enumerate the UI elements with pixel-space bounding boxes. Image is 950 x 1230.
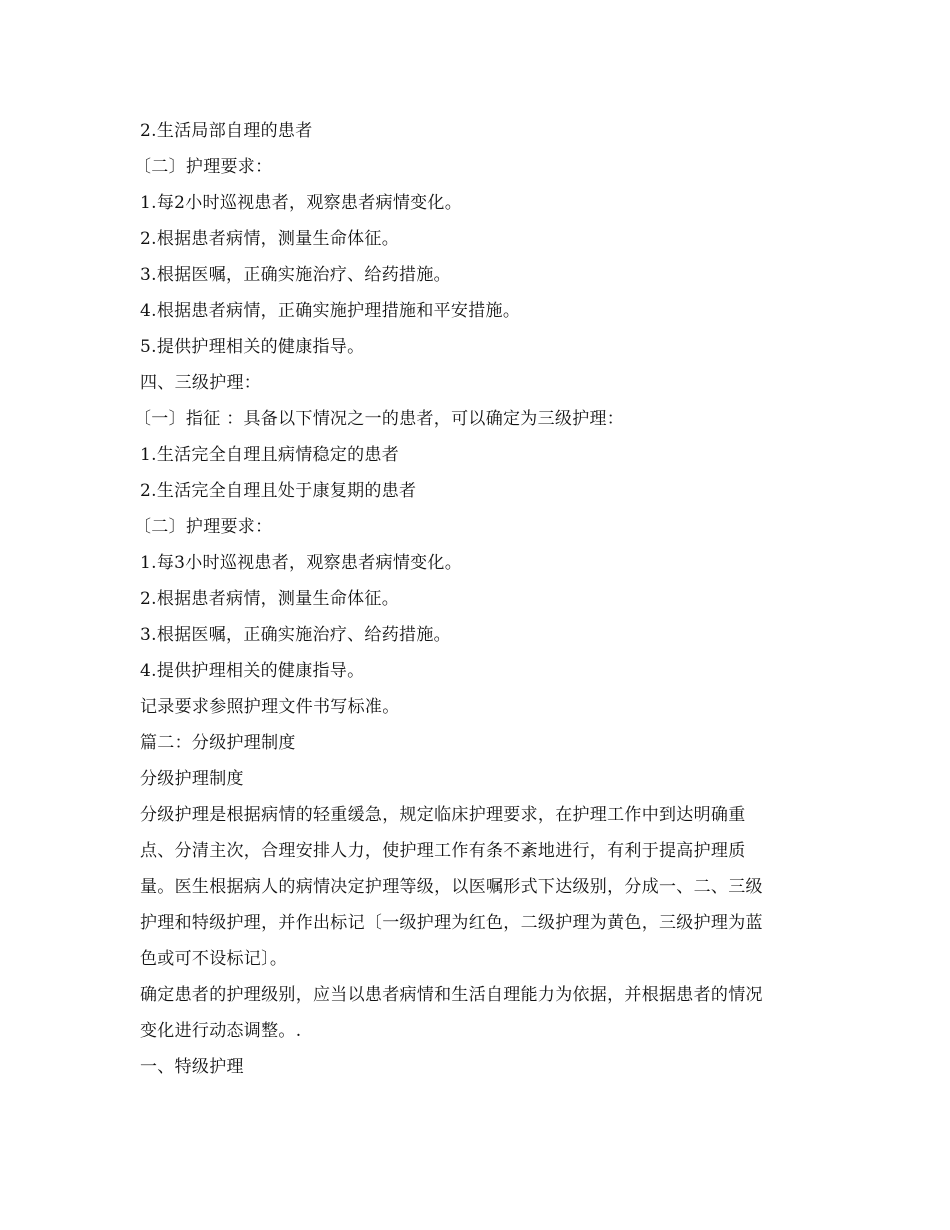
document-title: 分级护理制度 [140,769,244,789]
paragraph-line: 变化进行动态调整。. [140,1021,302,1041]
document-body [134,113,820,1085]
list-item: 4.根据患者病情，正确实施护理措施和平安措施。 [140,301,521,321]
paragraph-line: 量。医生根据病人的病情决定护理等级，以医嘱形式下达级别，分成一、二、三级 [140,877,763,897]
list-item: 1.生活完全自理且病情稳定的患者 [140,445,400,465]
paragraph-line: 分级护理是根据病情的轻重缓急，规定临床护理要求，在护理工作中到达明确重 [140,805,746,825]
note-line: 记录要求参照护理文件书写标准。 [140,697,400,717]
section-subheading: 〔一〕指征 ：具备以下情况之一的患者，可以确定为三级护理： [134,409,625,429]
list-item: 2.根据患者病情，测量生命体征。 [140,229,400,249]
section-heading: 一、特级护理 [140,1057,244,1077]
list-item: 2.根据患者病情，测量生命体征。 [140,589,400,609]
list-item: 1.每3小时巡视患者，观察患者病情变化。 [140,553,463,573]
list-item: 5.提供护理相关的健康指导。 [140,337,365,357]
list-item: 3.根据医嘱，正确实施治疗、给药措施。 [140,625,451,645]
section-heading: 四、三级护理： [140,373,262,393]
article-title: 篇二：分级护理制度 [140,733,296,753]
section-subheading: 〔二〕护理要求： [134,517,273,537]
list-item: 4.提供护理相关的健康指导。 [140,661,365,681]
paragraph-line: 确定患者的护理级别，应当以患者病情和生活自理能力为依据，并根据患者的情况 [140,985,763,1005]
list-item: 2.生活局部自理的患者 [140,121,313,141]
paragraph-line: 点、分清主次，合理安排人力，使护理工作有条不紊地进行，有利于提高护理质 [140,841,746,861]
section-subheading: 〔二〕护理要求： [134,157,273,177]
paragraph-line: 护理和特级护理，并作出标记〔一级护理为红色，二级护理为黄色，三级护理为蓝 [140,913,763,933]
paragraph-line: 色或可不设标记〕。 [140,949,288,969]
list-item: 2.生活完全自理且处于康复期的患者 [140,481,417,501]
list-item: 1.每2小时巡视患者，观察患者病情变化。 [140,193,463,213]
list-item: 3.根据医嘱，正确实施治疗、给药措施。 [140,265,451,285]
